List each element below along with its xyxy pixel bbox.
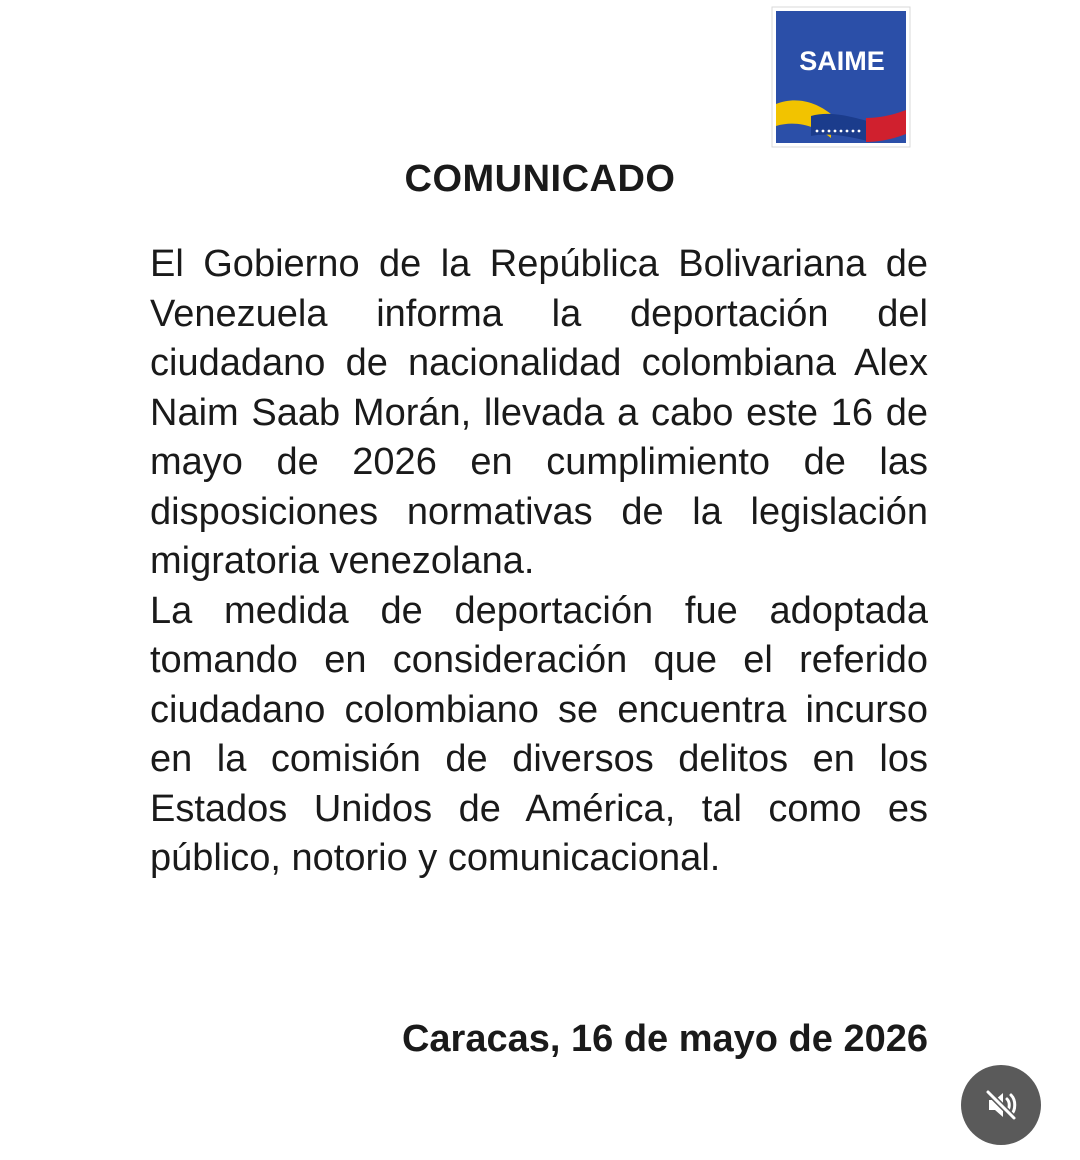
mute-button[interactable] <box>961 1065 1041 1145</box>
place-date-signature: Caracas, 16 de mayo de 2026 <box>401 1018 928 1060</box>
logo-text: SAIME <box>799 46 885 76</box>
speaker-muted-icon <box>981 1085 1021 1125</box>
paragraph-2: La medida de deportación fue adoptada tomando en consideración que el referido ciudadano colombiano se encuentra incurso en la comisión de diversos delitos en los Estados Unidos de América, tal como es público, notorio y comunicacional. <box>150 589 928 879</box>
saime-logo <box>771 6 911 148</box>
paragraph-1: El Gobierno de la República Bolivariana de Venezuela informa la deportación del ciudadano de nacionalidad colombiana Alex Naim Saab Morán, llevada a cabo este 16 de mayo de 2026 en cumplimiento de las disposiciones normativas de la legislación migratoria venezolana. <box>150 243 928 582</box>
page-title: COMUNICADO <box>404 158 676 200</box>
announcement-body <box>150 240 928 884</box>
